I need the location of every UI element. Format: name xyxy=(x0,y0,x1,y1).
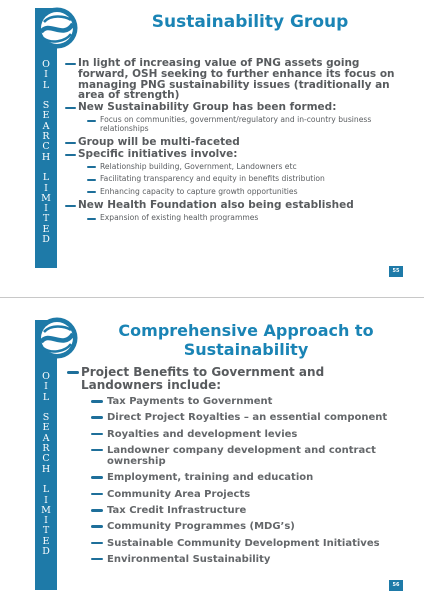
sub-bullet-text: Direct Project Royalties – an essential component xyxy=(107,412,388,424)
title-line-2: Sustainability xyxy=(183,340,309,359)
bullet-item xyxy=(67,366,407,391)
sub-bullet-item xyxy=(67,445,407,468)
sidebar-letter: L xyxy=(42,172,50,184)
sub-bullet-text: Facilitating transparency and equity in benefits distribution xyxy=(100,174,325,184)
sub-bullet-item xyxy=(67,429,407,440)
slide-title: Sustainability Group xyxy=(151,12,349,32)
sidebar-letter: C xyxy=(42,453,50,465)
sidebar-letter: R xyxy=(42,443,50,455)
sidebar-letter: M xyxy=(41,504,51,516)
dash-bullet-icon xyxy=(65,107,76,109)
sub-bullet-text: Royalties and development levies xyxy=(107,428,298,440)
sub-bullet-item xyxy=(65,214,410,223)
dash-bullet-icon xyxy=(91,433,103,436)
sidebar-letter: I xyxy=(44,69,48,81)
slide-comprehensive-approach xyxy=(0,308,424,596)
sidebar-letter: O xyxy=(42,371,50,382)
sub-bullet-item xyxy=(67,521,407,532)
sub-bullet-text: Tax Credit Infrastructure xyxy=(107,505,247,517)
dash-bullet-icon xyxy=(87,120,96,122)
sub-bullet-text: Expansion of existing health programmes xyxy=(100,213,259,223)
sidebar-letter: D xyxy=(42,546,50,558)
sidebar-letter: E xyxy=(42,422,50,434)
sub-bullet-text: Environmental Sustainability xyxy=(107,553,271,565)
page-number: 55 xyxy=(389,266,403,277)
sidebar-letter: O xyxy=(42,59,50,70)
sub-bullet-item xyxy=(65,188,410,197)
dash-bullet-icon xyxy=(67,371,79,374)
sub-bullet-text: Community Programmes (MDG’s) xyxy=(107,521,295,533)
sidebar-letter: A xyxy=(42,120,50,132)
dash-bullet-icon xyxy=(65,142,76,144)
sub-bullet-text: Sustainable Community Development Initiatives xyxy=(107,537,380,549)
bullet-item xyxy=(65,102,410,113)
oil-search-logo-icon xyxy=(35,316,79,360)
bullet-item xyxy=(65,137,410,148)
slide-content xyxy=(65,58,410,227)
bullet-text: In light of increasing value of PNG assets going forward, OSH seeking to further enhance its focus on managing PNG sustainability issues (traditionally an area of strength) xyxy=(78,57,395,102)
dash-bullet-icon xyxy=(91,416,103,419)
bullet-text: New Sustainability Group has been formed: xyxy=(78,100,337,113)
sub-bullet-text: Community Area Projects xyxy=(107,488,251,500)
sidebar-letters xyxy=(35,372,57,557)
dash-bullet-icon xyxy=(65,154,76,156)
sidebar-letters xyxy=(35,60,57,245)
company-sidebar xyxy=(35,320,57,590)
sidebar-letter: L xyxy=(42,484,50,496)
sidebar-letter: R xyxy=(42,131,50,143)
sidebar-letter: I xyxy=(44,381,48,393)
sidebar-letter: I xyxy=(44,515,48,527)
dash-bullet-icon xyxy=(91,509,103,512)
dash-bullet-icon xyxy=(91,476,103,479)
sidebar-letter: S xyxy=(42,100,50,112)
sub-bullet-item xyxy=(67,472,407,483)
sub-bullet-item xyxy=(65,163,410,172)
bullet-item xyxy=(65,58,410,101)
sidebar-letter: H xyxy=(41,463,51,475)
sub-bullet-text: Tax Payments to Government xyxy=(107,396,273,407)
dash-bullet-icon xyxy=(91,400,103,403)
slide-divider xyxy=(0,297,424,298)
sub-bullet-text: Enhancing capacity to capture growth opportunities xyxy=(100,186,298,196)
sidebar-letter: E xyxy=(42,223,50,235)
slide-sustainability-group xyxy=(0,0,424,288)
sub-bullet-item xyxy=(67,505,407,516)
dash-bullet-icon xyxy=(87,166,96,168)
sub-bullet-item xyxy=(67,554,407,565)
sub-bullet-text: Focus on communities, government/regulatory and in-country business relationships xyxy=(100,115,372,133)
sidebar-letter: I xyxy=(44,203,48,215)
bullet-text: New Health Foundation also being established xyxy=(78,198,354,211)
oil-search-logo-icon xyxy=(35,6,79,50)
bullet-text: Specific initiatives involve: xyxy=(78,147,238,160)
sub-bullet-item xyxy=(65,175,410,184)
dash-bullet-icon xyxy=(65,63,76,65)
sidebar-letter: D xyxy=(42,234,50,246)
sidebar-letter: C xyxy=(42,141,50,153)
sub-bullet-item xyxy=(67,412,407,423)
sidebar-letter: H xyxy=(41,151,51,163)
sub-bullet-text: Employment, training and education xyxy=(107,472,314,484)
dash-bullet-icon xyxy=(87,218,96,220)
sidebar-letter: M xyxy=(41,192,51,204)
bullet-text: Group will be multi-faceted xyxy=(78,136,240,149)
sidebar-letter: T xyxy=(42,525,50,537)
dash-bullet-icon xyxy=(91,493,103,496)
sub-bullet-item xyxy=(67,538,407,549)
slide-content xyxy=(67,366,407,570)
dash-bullet-icon xyxy=(87,191,96,193)
sub-bullet-item xyxy=(67,396,407,407)
sidebar-letter: L xyxy=(42,391,50,403)
dash-bullet-icon xyxy=(65,205,76,207)
sub-bullet-item xyxy=(67,489,407,500)
page-number: 56 xyxy=(389,580,403,591)
sidebar-letter: E xyxy=(42,535,50,547)
dash-bullet-icon xyxy=(91,558,103,561)
dash-bullet-icon xyxy=(91,525,103,528)
bullet-item xyxy=(65,149,410,160)
sidebar-letter: T xyxy=(42,213,50,225)
sidebar-letter: E xyxy=(42,110,50,122)
bullet-item xyxy=(65,200,410,211)
sidebar-letter: I xyxy=(44,182,48,194)
sidebar-letter: L xyxy=(42,79,50,91)
dash-bullet-icon xyxy=(91,449,103,452)
sidebar-letter: S xyxy=(42,412,50,424)
title-line-1: Comprehensive Approach to xyxy=(118,321,374,340)
sub-bullet-text: Landowner company development and contract ownership xyxy=(107,444,376,468)
bullet-text: Project Benefits to Government and Landowners include: xyxy=(81,365,325,392)
sidebar-letter: I xyxy=(44,494,48,506)
sidebar-letter: A xyxy=(42,432,50,444)
slide-title xyxy=(96,321,396,359)
dash-bullet-icon xyxy=(87,179,96,181)
dash-bullet-icon xyxy=(91,542,103,545)
sub-bullet-item xyxy=(65,116,410,133)
sub-bullet-text: Relationship building, Government, Landowners etc xyxy=(100,161,297,171)
